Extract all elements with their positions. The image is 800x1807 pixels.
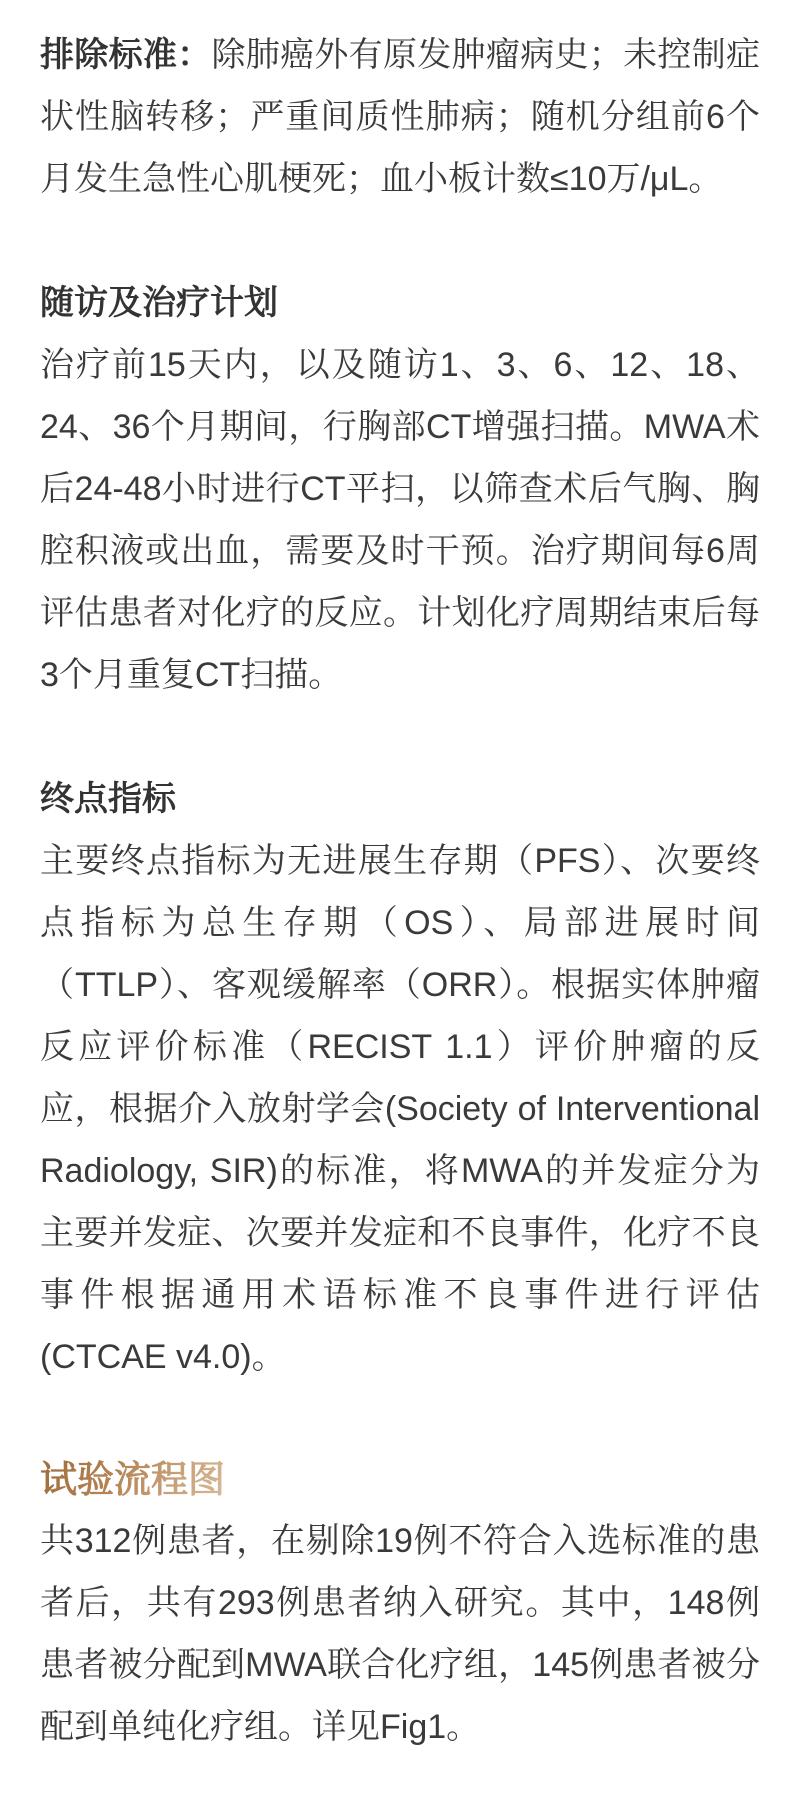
trial-flowchart-heading: 试验流程图 <box>40 1448 225 1510</box>
exclusion-criteria-paragraph <box>40 24 760 210</box>
endpoints-heading: 终点指标 <box>40 780 176 818</box>
followup-plan-paragraph: 治疗前15天内，以及随访1、3、6、12、18、24、36个月期间，行胸部CT增强扫描。MWA术后24-48小时进行CT平扫，以筛查术后气胸、胸腔积液或出血，需要及时干预。治疗期间每6周评估患者对化疗的反应。计划化疗周期结束后每3个月重复CT扫描。 <box>40 346 760 694</box>
exclusion-criteria-label: 排除标准： <box>40 36 212 74</box>
endpoints-paragraph: 主要终点指标为无进展生存期（PFS）、次要终点指标为总生存期（OS）、局部进展时间（TTLP）、客观缓解率（ORR）。根据实体肿瘤反应评价标准（RECIST 1.1）评价肿瘤的反应，根据介入放射学会(Society of Interventional Radiology, SIR)的标准，将MWA的并发症分为主要并发症、次要并发症和不良事件，化疗不良事件根据通用术语标准不良事件进行评估(CTCAE v4.0)。 <box>40 842 760 1376</box>
trial-flowchart-paragraph: 共312例患者，在剔除19例不符合入选标准的患者后，共有293例患者纳入研究。其中，148例患者被分配到MWA联合化疗组，145例患者被分配到单纯化疗组。详见Fig1。 <box>40 1522 760 1746</box>
exclusion-criteria-text: 除肺癌外有原发肿瘤病史；未控制症状性脑转移；严重间质性肺病；随机分组前6个月发生急性心肌梗死；血小板计数≤10万/μL。 <box>40 36 760 198</box>
followup-plan-heading: 随访及治疗计划 <box>40 284 278 322</box>
